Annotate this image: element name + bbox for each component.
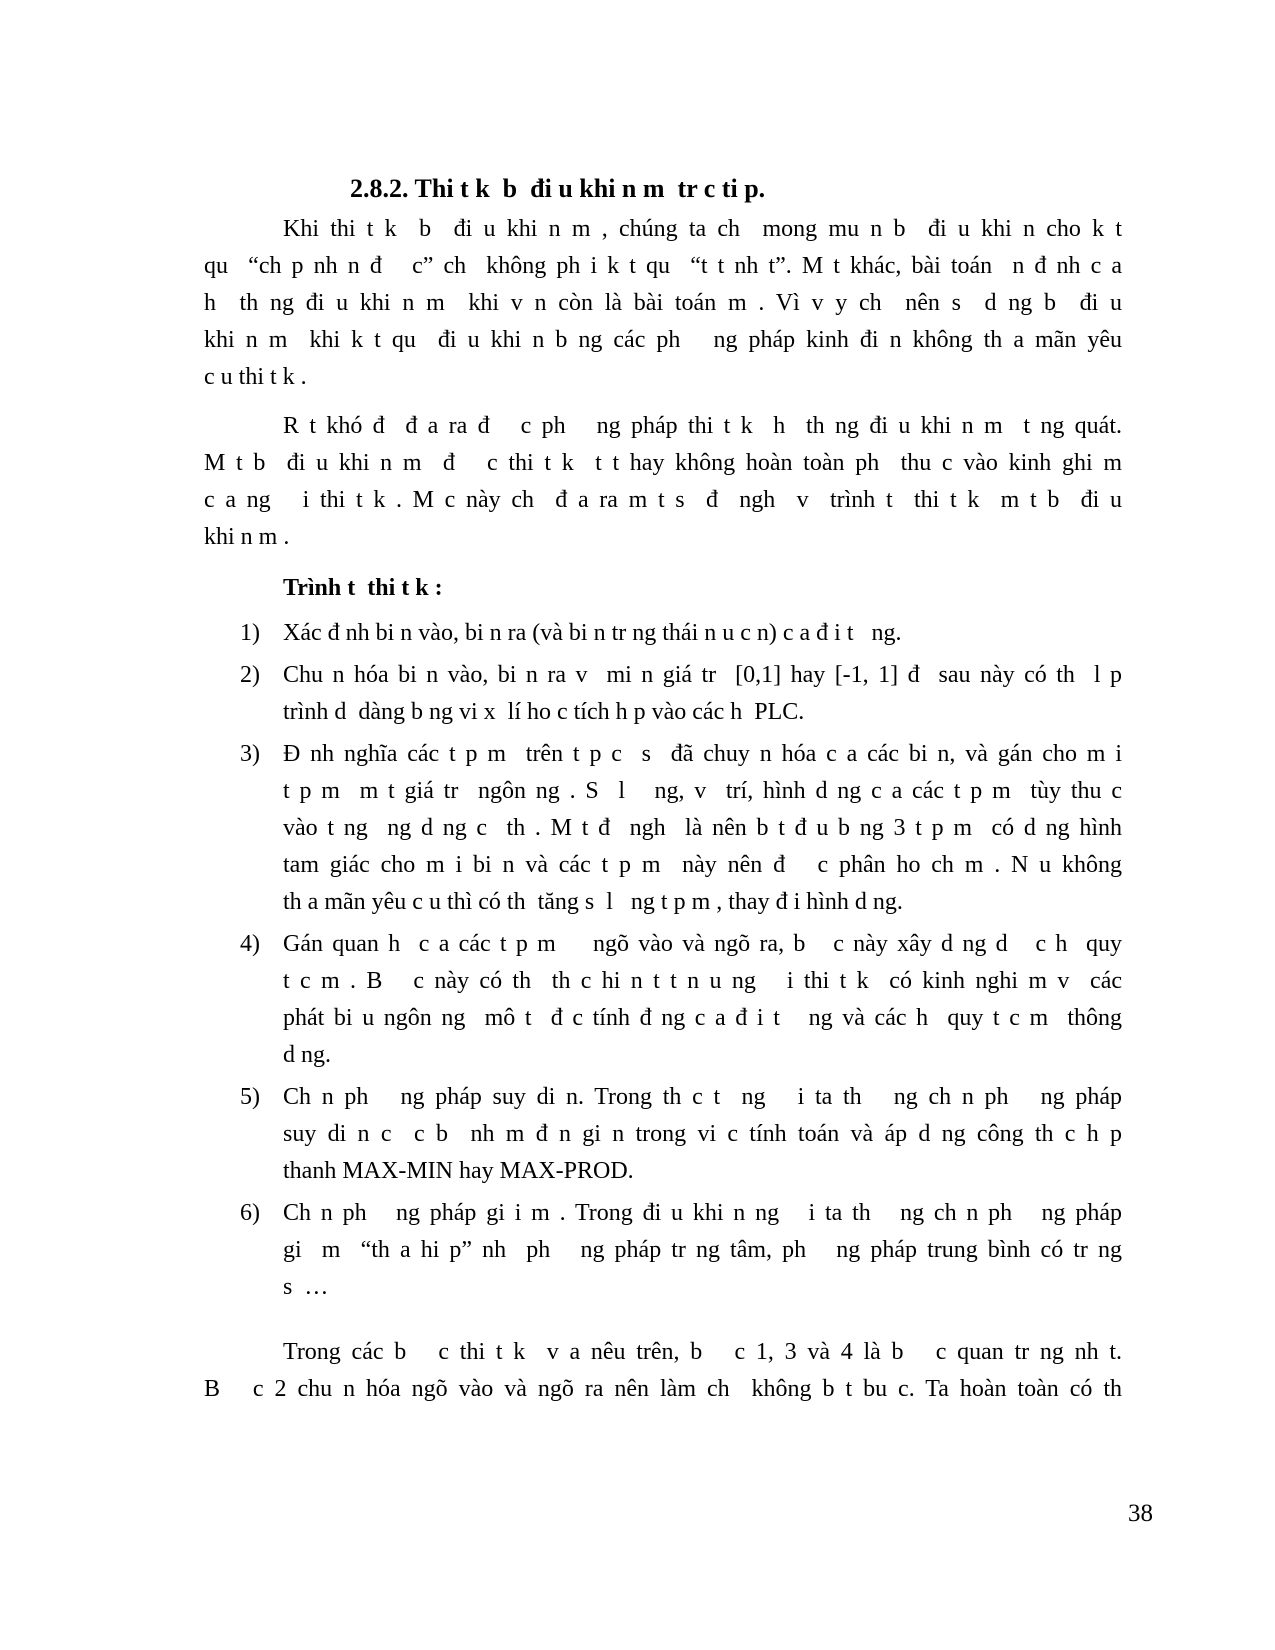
text-line: gi m “th a hi p” nh ph ng pháp tr ng tâm, ph ng pháp trung bình có tr ng [283,1237,1122,1263]
list-item-number: 1) [240,620,260,646]
list-item-number: 5) [240,1084,260,1110]
text-line: trình d dàng b ng vi x lí ho c tích h p vào các h PLC. [283,699,805,725]
text-line: Ch n ph ng pháp gi i m . Trong đi u khi n ng i ta th ng ch n ph ng pháp [283,1200,1122,1226]
text-line: Chu n hóa bi n vào, bi n ra v mi n giá tr [0,1] hay [-1, 1] đ sau này có th l p [283,662,1122,688]
text-line: suy di n c c b nh m đ n gi n trong vi c tính toán và áp d ng công th c h p [283,1121,1122,1147]
text-line: vào t ng ng d ng c th . M t đ ngh là nên b t đ u b ng 3 t p m có d ng hình [283,815,1122,841]
text-line: Gán quan h c a các t p m ngõ vào và ngõ ra, b c này xây d ng d c h quy [283,931,1122,957]
list-item-number: 6) [240,1200,260,1226]
paragraph-3 [204,1334,1122,1408]
text-line: t c m . B c này có th th c hi n t t n u ng i thi t k có kinh nghi m v các [283,968,1122,994]
list-item-3 [204,736,1122,921]
text-line: c a ng i thi t k . M c này ch đ a ra m t s đ ngh v trình t thi t k m t b đi u [204,487,1122,513]
text-line: Ch n ph ng pháp suy di n. Trong th c t ng i ta th ng ch n ph ng pháp [283,1084,1122,1110]
list-item-1 [204,615,1122,652]
design-steps-list [204,615,1122,1306]
text-line: h th ng đi u khi n m khi v n còn là bài toán m . Vì v y ch nên s d ng b đi u [204,290,1122,316]
list-heading: Trình t thi t k : [283,575,443,601]
text-line: t p m m t giá tr ngôn ng . S l ng, v trí, hình d ng c a các t p m tùy thu c [283,778,1122,804]
text-line: c u thi t k . [204,364,307,390]
section-title: 2.8.2. Thi t k b đi u khi n m tr c ti p. [350,174,766,203]
text-line: Đ nh nghĩa các t p m trên t p c s đã chuy n hóa c a các bi n, và gán cho m i [283,741,1122,767]
text-line: Khi thi t k b đi u khi n m , chúng ta ch mong mu n b đi u khi n cho k t [283,216,1122,242]
text-line: d ng. [283,1042,331,1068]
text-line: M t b đi u khi n m đ c thi t k t t hay không hoàn toàn ph thu c vào kinh ghi m [204,450,1122,476]
text-line: Trong các b c thi t k v a nêu trên, b c 1, 3 và 4 là b c quan tr ng nh t. [283,1339,1122,1365]
paragraph-1 [204,211,1122,396]
list-item-number: 4) [240,931,260,957]
paragraph-2 [204,408,1122,556]
list-item-number: 2) [240,662,260,688]
list-item-4 [204,926,1122,1074]
list-item-6 [204,1195,1122,1306]
list-item-2 [204,657,1122,731]
text-line: khi n m . [204,524,290,550]
list-item-number: 3) [240,741,260,767]
page-number: 38 [1128,1500,1153,1527]
text-line: tam giác cho m i bi n và các t p m này nên đ c phân ho ch m . N u không [283,852,1122,878]
text-line: B c 2 chu n hóa ngõ vào và ngõ ra nên làm ch không b t bu c. Ta hoàn toàn có th [204,1376,1122,1402]
text-line: qu “ch p nh n đ c” ch không ph i k t qu “t t nh t”. M t khác, bài toán n đ nh c a [204,253,1122,279]
list-item-5 [204,1079,1122,1190]
page-content [204,170,1122,1408]
text-line: th a mãn yêu c u thì có th tăng s l ng t p m , thay đ i hình d ng. [283,889,903,915]
text-line: phát bi u ngôn ng mô t đ c tính đ ng c a đ i t ng và các h quy t c m thông [283,1005,1122,1031]
text-line: thanh MAX-MIN hay MAX-PROD. [283,1158,634,1184]
text-line: Xác đ nh bi n vào, bi n ra (và bi n tr ng thái n u c n) c a đ i t ng. [283,620,902,646]
text-line: s … [283,1274,329,1300]
text-line: khi n m khi k t qu đi u khi n b ng các ph ng pháp kinh đi n không th a mãn yêu [204,327,1122,353]
text-line: R t khó đ đ a ra đ c ph ng pháp thi t k h th ng đi u khi n m t ng quát. [283,413,1122,439]
